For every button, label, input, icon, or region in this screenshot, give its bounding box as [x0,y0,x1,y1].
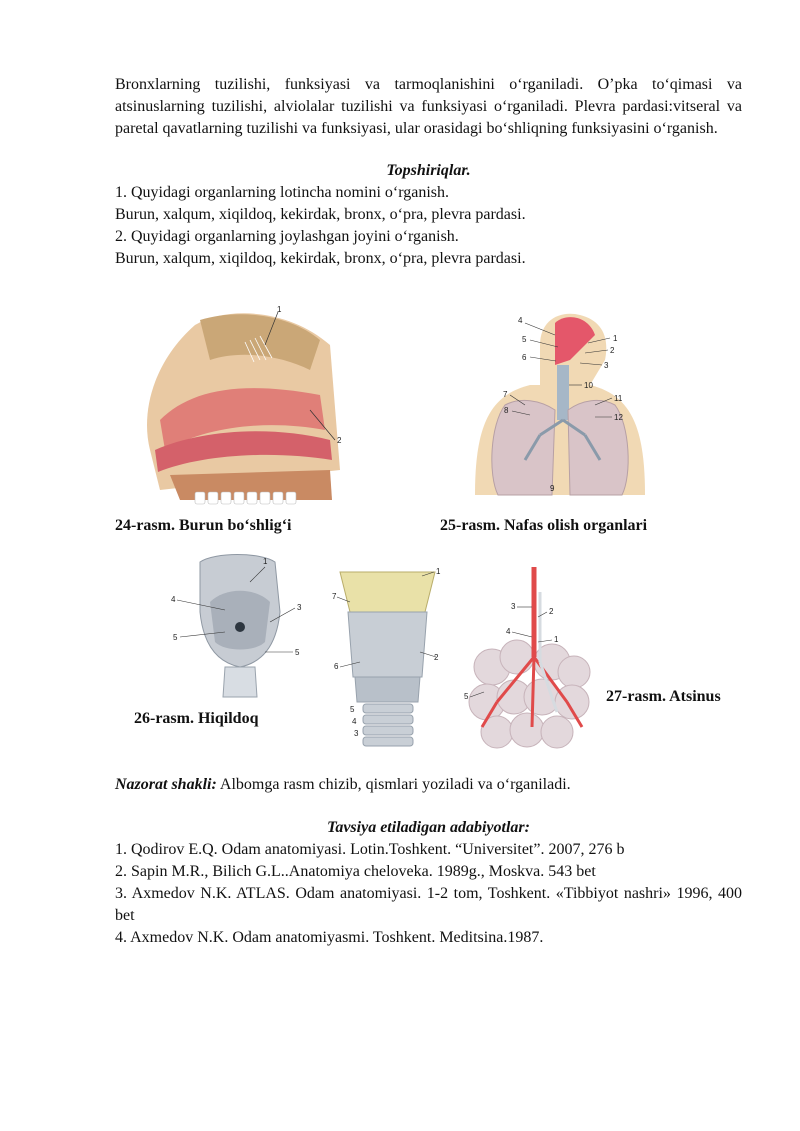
fig27-caption: 27-rasm. Atsinus [606,688,721,705]
fig27-label: 5 [464,692,469,701]
fig25-label: 4 [518,316,523,325]
fig26a-label: 5 [173,633,178,642]
references-section [115,817,742,949]
control-section [115,774,742,796]
fig26b-label: 7 [332,592,337,601]
fig26a-label: 1 [263,557,268,566]
document-body [115,74,742,270]
fig25-label: 10 [584,381,593,390]
control-text: Albomga rasm chizib, qismlari yoziladi va o‘rganiladi. [216,776,571,793]
task-line: 1. Quyidagi organlarning lotincha nomini o‘rganish. [115,184,450,201]
fig26-caption: 26-rasm. Hiqildoq [134,710,259,727]
fig25-label: 12 [614,413,623,422]
fig25-label: 5 [522,335,527,344]
fig24-caption: 24-rasm. Burun bo‘shlig‘i [115,517,292,534]
intro-paragraph: Bronxlarning tuzilishi, funksiyasi va tarmoqlanishini o‘rganiladi. O’pka to‘qimasi va atsinuslarning tuzilishi, alviolalar tuzilishi va funksiyasi o‘rganiladi. Plevra pardasi:vitseral va paretal qavatlarning tuzilishi va funksiyasi, ular orasidagi bo‘shliqning funksiyasini o‘rganish. [115,76,742,137]
fig25-label: 9 [550,484,555,493]
fig26a-label: 3 [297,603,302,612]
fig26b-label: 5 [350,705,355,714]
fig26b-label: 4 [352,717,357,726]
respiratory-organs-illustration [470,305,650,505]
fig25-label: 7 [503,390,508,399]
fig25-label: 8 [504,406,509,415]
task-line: 2. Quyidagi organlarning joylashgan joyini o‘rganish. [115,228,459,245]
tasks-heading: Topshiriqlar. [386,162,471,179]
fig25-label: 11 [614,394,623,403]
fig24-label: 2 [337,436,342,445]
nasal-cavity-illustration [120,300,350,510]
fig26b-label: 1 [436,567,441,576]
fig27-label: 2 [549,607,554,616]
control-label: Nazorat shakli: [115,776,217,793]
fig27-label: 3 [511,602,516,611]
reference-item: 2. Sapin M.R., Bilich G.L..Anatomiya cheloveka. 1989g., Moskva. 543 bet [115,863,596,880]
task-line: Burun, xalqum, xiqildoq, kekirdak, bronx, o‘pra, plevra pardasi. [115,206,526,223]
fig25-label: 3 [604,361,609,370]
reference-item: 1. Qodirov E.Q. Odam anatomiyasi. Lotin.Toshkent. “Universitet”. 2007, 276 b [115,841,625,858]
acinus-illustration [462,562,602,757]
task-line: Burun, xalqum, xiqildoq, kekirdak, bronx, o‘pra, plevra pardasi. [115,250,526,267]
fig27-label: 4 [506,627,511,636]
reference-item: 3. Axmedov N.K. ATLAS. Odam anatomiyasi. 1-2 tom, Toshkent. «Tibbiyot nashri» 1996, 400 bet [115,885,742,924]
larynx-anterior-illustration [330,562,445,757]
larynx-posterior-illustration [165,552,315,700]
fig26b-label: 2 [434,653,439,662]
fig27-label: 1 [554,635,559,644]
fig25-label: 1 [613,334,618,343]
fig26a-label: 5 [295,648,300,657]
fig26a-label: 4 [171,595,176,604]
fig24-label: 1 [277,305,282,314]
fig25-label: 2 [610,346,615,355]
reference-item: 4. Axmedov N.K. Odam anatomiyasmi. Toshkent. Meditsina.1987. [115,929,544,946]
fig26b-label: 6 [334,662,339,671]
fig26b-label: 3 [354,729,359,738]
fig25-caption: 25-rasm. Nafas olish organlari [440,517,648,534]
fig25-label: 6 [522,353,527,362]
references-heading: Tavsiya etiladigan adabiyotlar: [327,819,530,836]
